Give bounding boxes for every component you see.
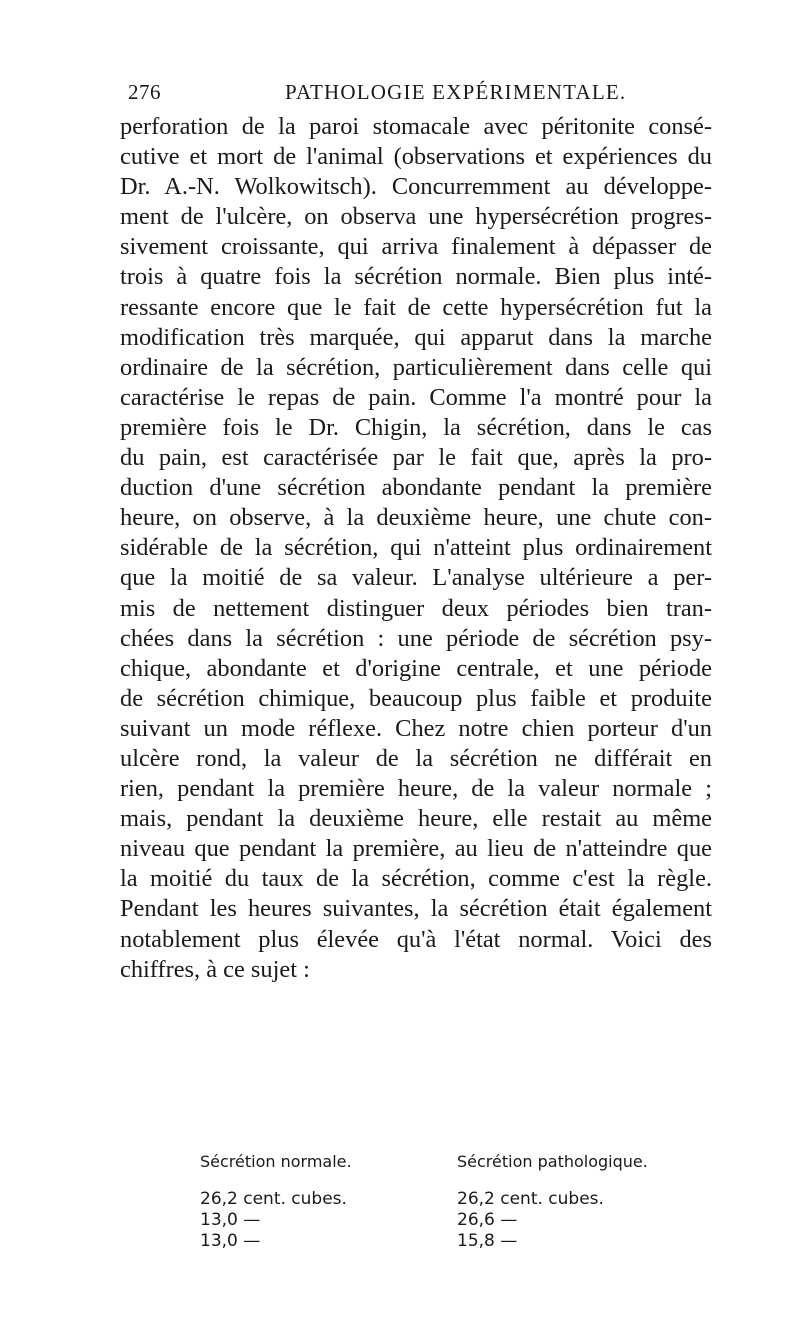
text-line: ordinaire de la sécrétion, particulièrement dans celle qui <box>120 353 712 381</box>
text-line: caractérise le repas de pain. Comme l'a montré pour la <box>120 383 712 411</box>
text-line: notablement plus élevée qu'à l'état normal. Voici des <box>120 925 712 953</box>
text-line: ulcère rond, la valeur de la sécrétion ne différait en <box>120 744 712 772</box>
body-paragraph <box>120 112 712 985</box>
text-line: perforation de la paroi stomacale avec péritonite consé- <box>120 113 712 140</box>
running-title: PATHOLOGIE EXPÉRIMENTALE. <box>285 80 627 104</box>
text-line: mis de nettement distinguer deux périodes bien tran- <box>120 594 712 622</box>
text-line: de sécrétion chimique, beaucoup plus faible et produite <box>120 684 712 712</box>
text-line: trois à quatre fois la sécrétion normale. Bien plus inté- <box>120 263 712 291</box>
table-cell: 26,2 cent. cubes. <box>457 1189 604 1209</box>
page-number: 276 <box>128 80 161 104</box>
table-cell: 26,6 — <box>457 1210 518 1230</box>
pathological-secretion-column <box>457 1151 648 1252</box>
text-line: ressante encore que le fait de cette hypersécrétion fut la <box>120 293 712 321</box>
table-cell: 15,8 — <box>457 1231 518 1251</box>
text-line: heure, on observe, à la deuxième heure, une chute con- <box>120 504 712 532</box>
text-line: mais, pendant la deuxième heure, elle restait au même <box>120 805 712 833</box>
text-line: ment de l'ulcère, on observa une hypersécrétion progres- <box>120 203 712 231</box>
text-line: chique, abondante et d'origine centrale, et une période <box>120 654 712 682</box>
text-line: chiffres, à ce sujet : <box>120 955 310 983</box>
text-line: que la moitié de sa valeur. L'analyse ultérieure a per- <box>120 564 712 592</box>
text-line: première fois le Dr. Chigin, la sécrétion, dans le cas <box>120 413 712 441</box>
text-line: niveau que pendant la première, au lieu de n'atteindre que <box>120 835 712 863</box>
text-line: Dr. A.-N. Wolkowitsch). Concurremment au développe- <box>120 173 712 201</box>
table-cell: 26,2 cent. cubes. <box>200 1189 347 1209</box>
column-header-normal: Sécrétion normale. <box>200 1152 352 1171</box>
table-cell: 13,0 — <box>200 1210 261 1230</box>
page-header <box>128 80 708 110</box>
text-line: sidérable de la sécrétion, qui n'atteint plus ordinairement <box>120 534 712 562</box>
text-line: chées dans la sécrétion : une période de sécrétion psy- <box>120 624 712 652</box>
text-line: modification très marquée, qui apparut dans la marche <box>120 323 712 351</box>
text-line: Pendant les heures suivantes, la sécrétion était également <box>120 895 712 923</box>
text-line: du pain, est caractérisée par le fait que, après la pro- <box>120 444 712 472</box>
text-line: duction d'une sécrétion abondante pendant la première <box>120 474 712 502</box>
normal-secretion-column <box>200 1151 352 1252</box>
table-cell: 13,0 — <box>200 1231 261 1251</box>
column-header-pathological: Sécrétion pathologique. <box>457 1152 648 1171</box>
text-line: la moitié du taux de la sécrétion, comme c'est la règle. <box>120 865 712 893</box>
text-line: cutive et mort de l'animal (observations et expériences du <box>120 143 712 171</box>
text-line: suivant un mode réflexe. Chez notre chien porteur d'un <box>120 714 712 742</box>
text-line: rien, pendant la première heure, de la valeur normale ; <box>120 775 712 803</box>
text-line: sivement croissante, qui arriva finalement à dépasser de <box>120 233 712 261</box>
